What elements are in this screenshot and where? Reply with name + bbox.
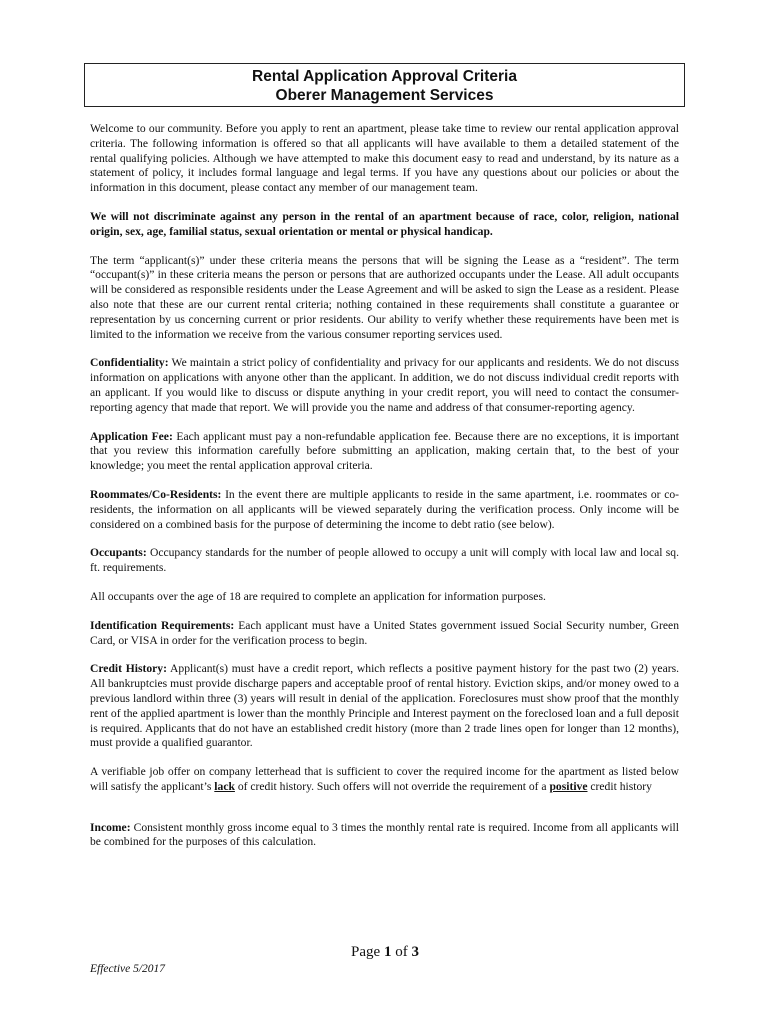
definitions-paragraph: The term “applicant(s)” under these criteria means the persons that will be signing the Lease as a “resident”. The term “occupant(s)” in these criteria means the person or persons that are authorized occupants under the Lease. All adult occupants will be considered as responsible residents under the Lease Agreement and will be asked to sign the Lease as a resident. Please also note that these are our current rental criteria; nothing contained in these requirements shall constitute a guarantee or representation by us concerning current or prior residents. Our ability to verify whether these requirements have been met is limited to the information we receive from the various consumer reporting services used.: [90, 253, 679, 341]
intro-paragraph: Welcome to our community. Before you apply to rent an apartment, please take time to review our rental application approval criteria. The following information is offered so that all applicants will have available to them a detailed statement of the rental qualifying policies. Although we have attempted to make this document easy to read and understand, by its nature as a statement of policy, it includes formal language and legal terms. If you have any questions about our policies or about the information in this document, please contact any member of our management team.: [90, 122, 679, 195]
credit-history-text: Applicant(s) must have a credit report, which reflects a positive payment history for the past two (2) years. All bankruptcies must provide discharge papers and acceptable proof of rental history. Eviction skips, and/or money owed to a previous landlord within three (3) years will result in denial of the application. Foreclosures must show proof that the monthly rent of the applied apartment is lower than the monthly Principle and Interest payment on the foreclosed loan and a full deposit is required. Applicants that do not have an established credit history (more than 2 trade lines open for longer than 12 months), must provide a qualified guarantor.: [90, 662, 679, 750]
identification-heading: Identification Requirements:: [90, 618, 235, 632]
page-total: 3: [411, 944, 419, 960]
application-fee-heading: Application Fee:: [90, 429, 173, 443]
document-body: [90, 122, 679, 864]
confidentiality-heading: Confidentiality:: [90, 356, 169, 370]
job-offer-paragraph: [90, 765, 679, 795]
positive-emphasis: positive: [549, 779, 588, 793]
spacer: [90, 809, 679, 821]
confidentiality-text: We maintain a strict policy of confidentiality and privacy for our applicants and residents. We do not discuss information on applications with anyone other than the applicant. In addition, we do not discuss individual credit reports with an applicant. If you would like to discuss or dispute anything in your credit report, you will need to contact the consumer-reporting agency that made that report. We will provide you the name and address of that consumer-reporting agency.: [90, 356, 679, 414]
income-text: Consistent monthly gross income equal to 3 times the monthly rental rate is required. Income from all applicants will be combined for the purposes of this calculation.: [90, 820, 679, 849]
application-fee-section: [90, 430, 679, 474]
title-box: [84, 63, 685, 107]
application-fee-text: Each applicant must pay a non-refundable application fee. Because there are no exceptions, it is important that you review this information carefully before submitting an application, making certain that, to the best of your knowledge; you meet the rental application approval criteria.: [90, 429, 679, 473]
occupants-age-paragraph: All occupants over the age of 18 are required to complete an application for information purposes.: [90, 589, 546, 603]
credit-history-heading: Credit History:: [90, 662, 167, 676]
effective-date: Effective 5/2017: [90, 963, 166, 975]
occupants-section: [90, 546, 679, 576]
page-of: of: [391, 944, 412, 960]
company-name: Oberer Management Services: [275, 87, 494, 104]
roommates-section: [90, 488, 679, 532]
identification-section: [90, 619, 679, 649]
roommates-heading: Roommates/Co-Residents:: [90, 487, 222, 501]
job-offer-text-3: credit history: [587, 779, 652, 793]
document-title: Rental Application Approval Criteria: [252, 68, 517, 85]
identification-text: Each applicant must have a United States government issued Social Security number, Green Card, or VISA in order for the verification process to begin.: [90, 618, 679, 647]
lack-emphasis: lack: [214, 779, 235, 793]
credit-history-section: [90, 662, 679, 751]
income-section: [90, 821, 679, 851]
job-offer-text-1: A verifiable job offer on company letterhead that is sufficient to cover the required income for the apartment as listed below will satisfy the applicant’s: [90, 765, 679, 793]
occupants-heading: Occupants:: [90, 546, 147, 560]
page-current: 1: [383, 944, 392, 960]
roommates-text: In the event there are multiple applicants to reside in the same apartment, i.e. roommates or co-residents, the information on all applicants will be viewed separately during the verification process. Only income will be considered on a combined basis for the purpose of determining the income to debt ratio (see below).: [90, 487, 679, 531]
page-number: [0, 944, 770, 961]
page-prefix: Page: [351, 944, 384, 960]
occupants-text: Occupancy standards for the number of people allowed to occupy a unit will comply with local law and local sq. ft. requirements.: [90, 546, 679, 575]
confidentiality-section: [90, 356, 679, 415]
nondiscrimination-paragraph: We will not discriminate against any person in the rental of an apartment because of race, color, religion, national origin, sex, age, familial status, sexual orientation or mental or physical handicap.: [90, 209, 679, 238]
income-heading: Income:: [90, 820, 131, 834]
job-offer-text-2: of credit history. Such offers will not override the requirement of a: [234, 779, 550, 793]
